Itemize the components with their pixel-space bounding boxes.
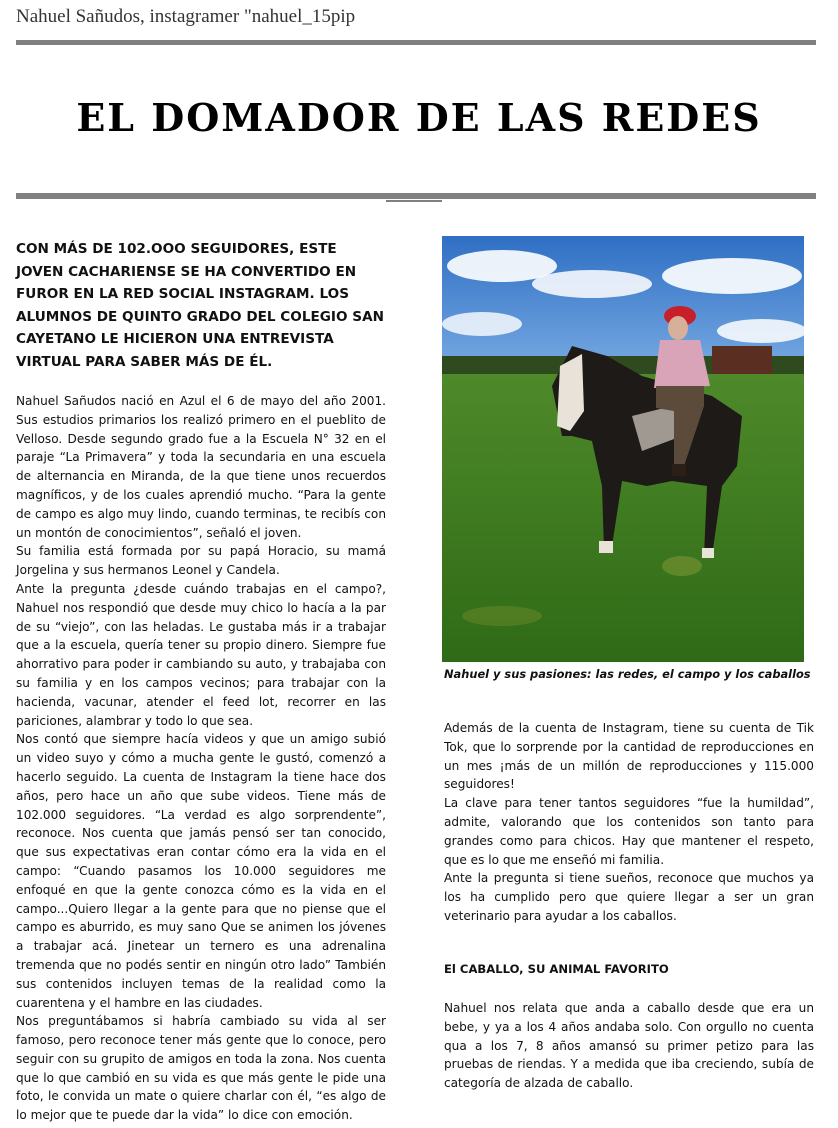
body-paragraph: Su familia está formada por su papá Horacio, su mamá Jorgelina y sus hermanos Leonel y Candela. [16,544,386,578]
body-paragraph: Además de la cuenta de Instagram, tiene su cuenta de Tik Tok, que lo sorprende por la cantidad de reproducciones en un mes ¡más de un millón de reproducciones y 115.000 seguidores! [444,721,814,792]
right-column-section [444,999,814,1093]
body-paragraph: Ante la pregunta ¿desde cuándo trabajas en el campo?, Nahuel nos respondió que desde muy chico lo hacía a la par de su “viejo”, con las heladas. Le gustaba más ir a trabajar que a la escuela, quería tener su propio dinero. Siempre fue ahorrativo para poder ir cambiando su auto, y trabajaba con su familia y en los campos vecinos; para trabajar con la hacienda, vacunar, atender el feed lot, recorrer en las pariciones, alambrar y todo lo que sea. [16,581,386,728]
top-rule [16,40,816,45]
byline: Nahuel Sañudos, instagramer "nahuel_15pip [16,6,356,27]
article-photo [442,236,804,662]
right-column [444,719,814,926]
photo-caption: Nahuel y sus pasiones: las redes, el campo y los caballos [444,667,811,681]
body-paragraph: Nos preguntábamos si habría cambiado su vida al ser famoso, pero reconoce tener más gente que lo conoce, pero seguir con su grupito de amigos en toda la zona. Nos cuenta que lo que cambió en su vida es que más gente le pide una foto, le convida un mate o quiere charlar con él, “es algo de lo mejor que te puede dar la vida” lo dice con emoción. [16,1014,386,1123]
body-paragraph: Nahuel Sañudos nació en Azul el 6 de mayo del año 2001. Sus estudios primarios los realizó primero en el pueblito de Velloso. Desde segundo grado fue a la Escuela N° 32 en el paraje “La Primavera” y toda la secundaria en una escuela de alternancia en Miranda, de la que tiene unos recuerdos magníficos, y de los cuales aprendió mucho. “Para la gente de campo es algo muy lindo, cuando terminas, te recibís con un montón de conocimientos”, señaló el joven. [16,394,386,540]
left-column [16,392,386,1125]
rule-accent [386,200,442,202]
body-paragraph: La clave para tener tantos seguidores “fue la humildad”, admite, valorando que los contenidos son tanto para grandes como para chicos. Hay que mantener el respeto, que es lo que me enseñó mi familia. [444,796,814,867]
body-paragraph: Nahuel nos relata que anda a caballo desde que era un bebe, y ya a los 4 años andaba solo. Con orgullo no cuenta qua a los 7, 8 años amansó su primer petizo para las pruebas de riendas. Y a medida que iba creciendo, subía de categoría de alzada de caballo. [444,1001,814,1091]
article-title: EL DOMADOR DE LAS REDES [76,95,762,140]
bottom-rule [16,193,816,199]
body-paragraph: Nos contó que siempre hacía videos y que un amigo subió un video suyo y cómo a mucha gente le gustó, comenzó a hacerlo seguido. La cuenta de Instagram la tiene hace dos años, pero hace un año que sube videos. Tiene más de 102.000 seguidores. “La verdad es algo sorprendente”, reconoce. Nos cuenta que jamás pensó ser tan conocido, que sus expectativas eran contar cómo era la vida en el campo: “Cuando pasamos los 10.000 seguidores me enfoqué en que la gente conozca cómo es la vida en el campo...Quiero llegar a la gente para que no piense que el campo es aburrido, es muy sano Que se animen los jóvenes a trabajar acá. Jinetear un ternero es una adrenalina tremenda que no podés sentir en ningún otro lado” También sus contenidos incluyen temas de la realidad como la cuarentena y el hambre en las ciudades. [16,732,386,1010]
lead-paragraph: CON MÁS DE 102.OOO SEGUIDORES, ESTE JOVEN CACHARIENSE SE HA CONVERTIDO EN FUROR EN LA RED SOCIAL INSTAGRAM. LOS ALUMNOS DE QUINTO GRADO DEL COLEGIO SAN CAYETANO LE HICIERON UNA ENTREVISTA VIRTUAL PARA SABER MÁS DE ÉL. [16,241,384,370]
body-paragraph: Ante la pregunta si tiene sueños, reconoce que muchos ya los ha cumplido pero que quiere llegar a ser un gran veterinario para ayudar a los caballos. [444,871,814,923]
section-heading: El CABALLO, SU ANIMAL FAVORITO [444,962,669,976]
